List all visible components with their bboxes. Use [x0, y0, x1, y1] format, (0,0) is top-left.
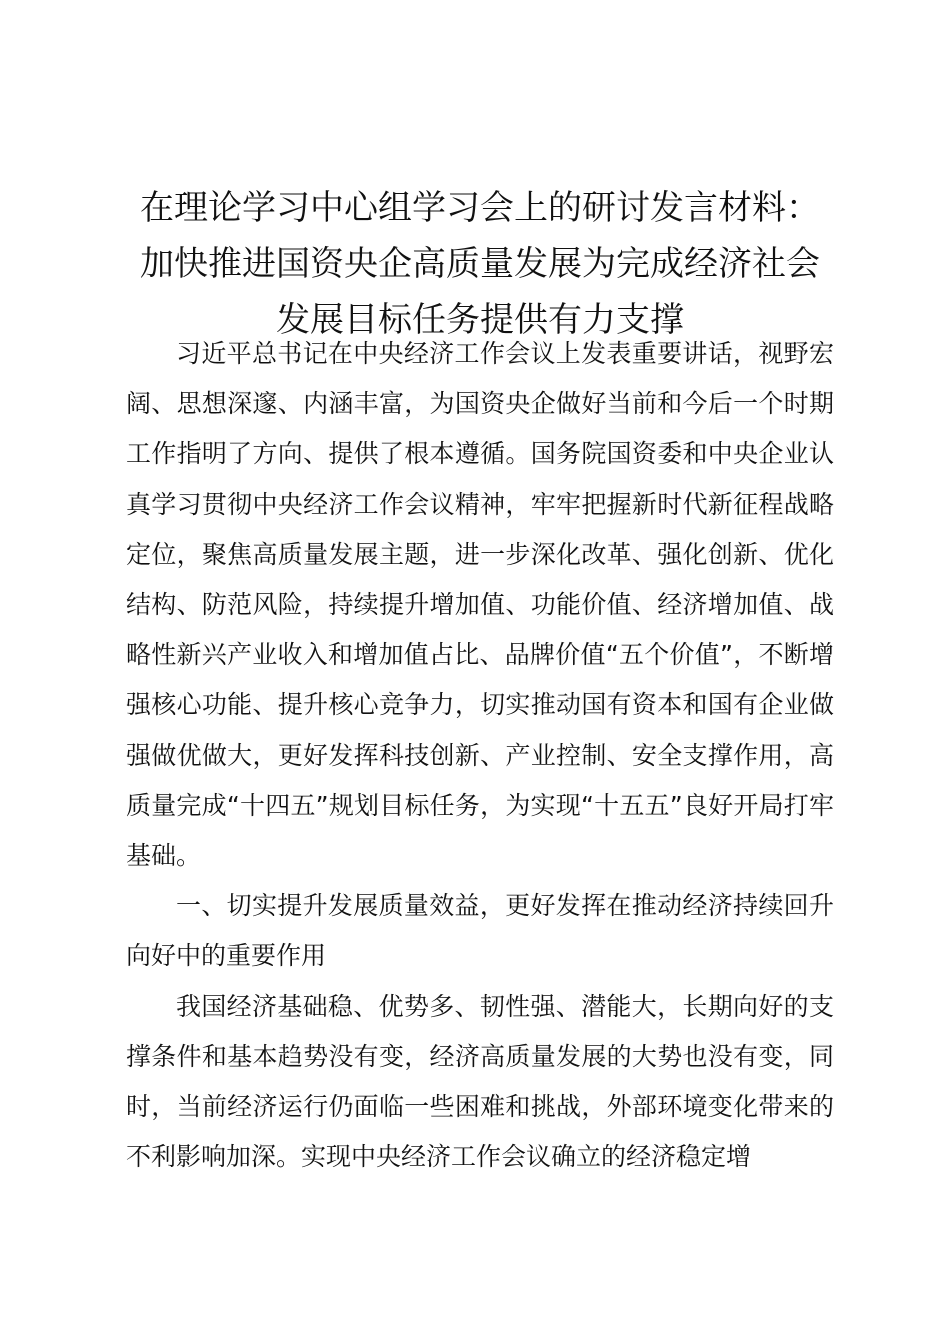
title-line: 在理论学习中心组学习会上的研讨发言材料：	[140, 188, 820, 228]
document-body	[126, 329, 834, 1182]
title-line: 加快推进国资央企高质量发展为完成经济社会	[140, 244, 820, 284]
section-heading: 一、切实提升发展质量效益，更好发挥在推动经济持续回升向好中的重要作用	[126, 891, 834, 971]
body-paragraph: 习近平总书记在中央经济工作会议上发表重要讲话，视野宏阔、思想深邃、内涵丰富，为国资央企做好当前和今后一个时期工作指明了方向、提供了根本遵循。国务院国资委和中央企业认真学习贯彻中央经济工作会议精神，牢牢把握新时代新征程战略定位，聚焦高质量发展主题，进一步深化改革、强化创新、优化结构、防范风险，持续提升增加值、功能价值、经济增加值、战略性新兴产业收入和增加值占比、品牌价值“五个价值”，不断增强核心功能、提升核心竞争力，切实推动国有资本和国有企业做强做优做大，更好发挥科技创新、产业控制、安全支撑作用，高质量完成“十四五”规划目标任务，为实现“十五五”良好开局打牢基础。	[126, 339, 834, 871]
document-title	[110, 180, 850, 348]
body-paragraph: 我国经济基础稳、优势多、韧性强、潜能大，长期向好的支撑条件和基本趋势没有变，经济高质量发展的大势也没有变，同时，当前经济运行仍面临一些困难和挑战，外部环境变化带来的不利影响加深。实现中央经济工作会议确立的经济稳定增	[126, 991, 834, 1172]
title-line: 发展目标任务提供有力支撑	[276, 300, 684, 340]
